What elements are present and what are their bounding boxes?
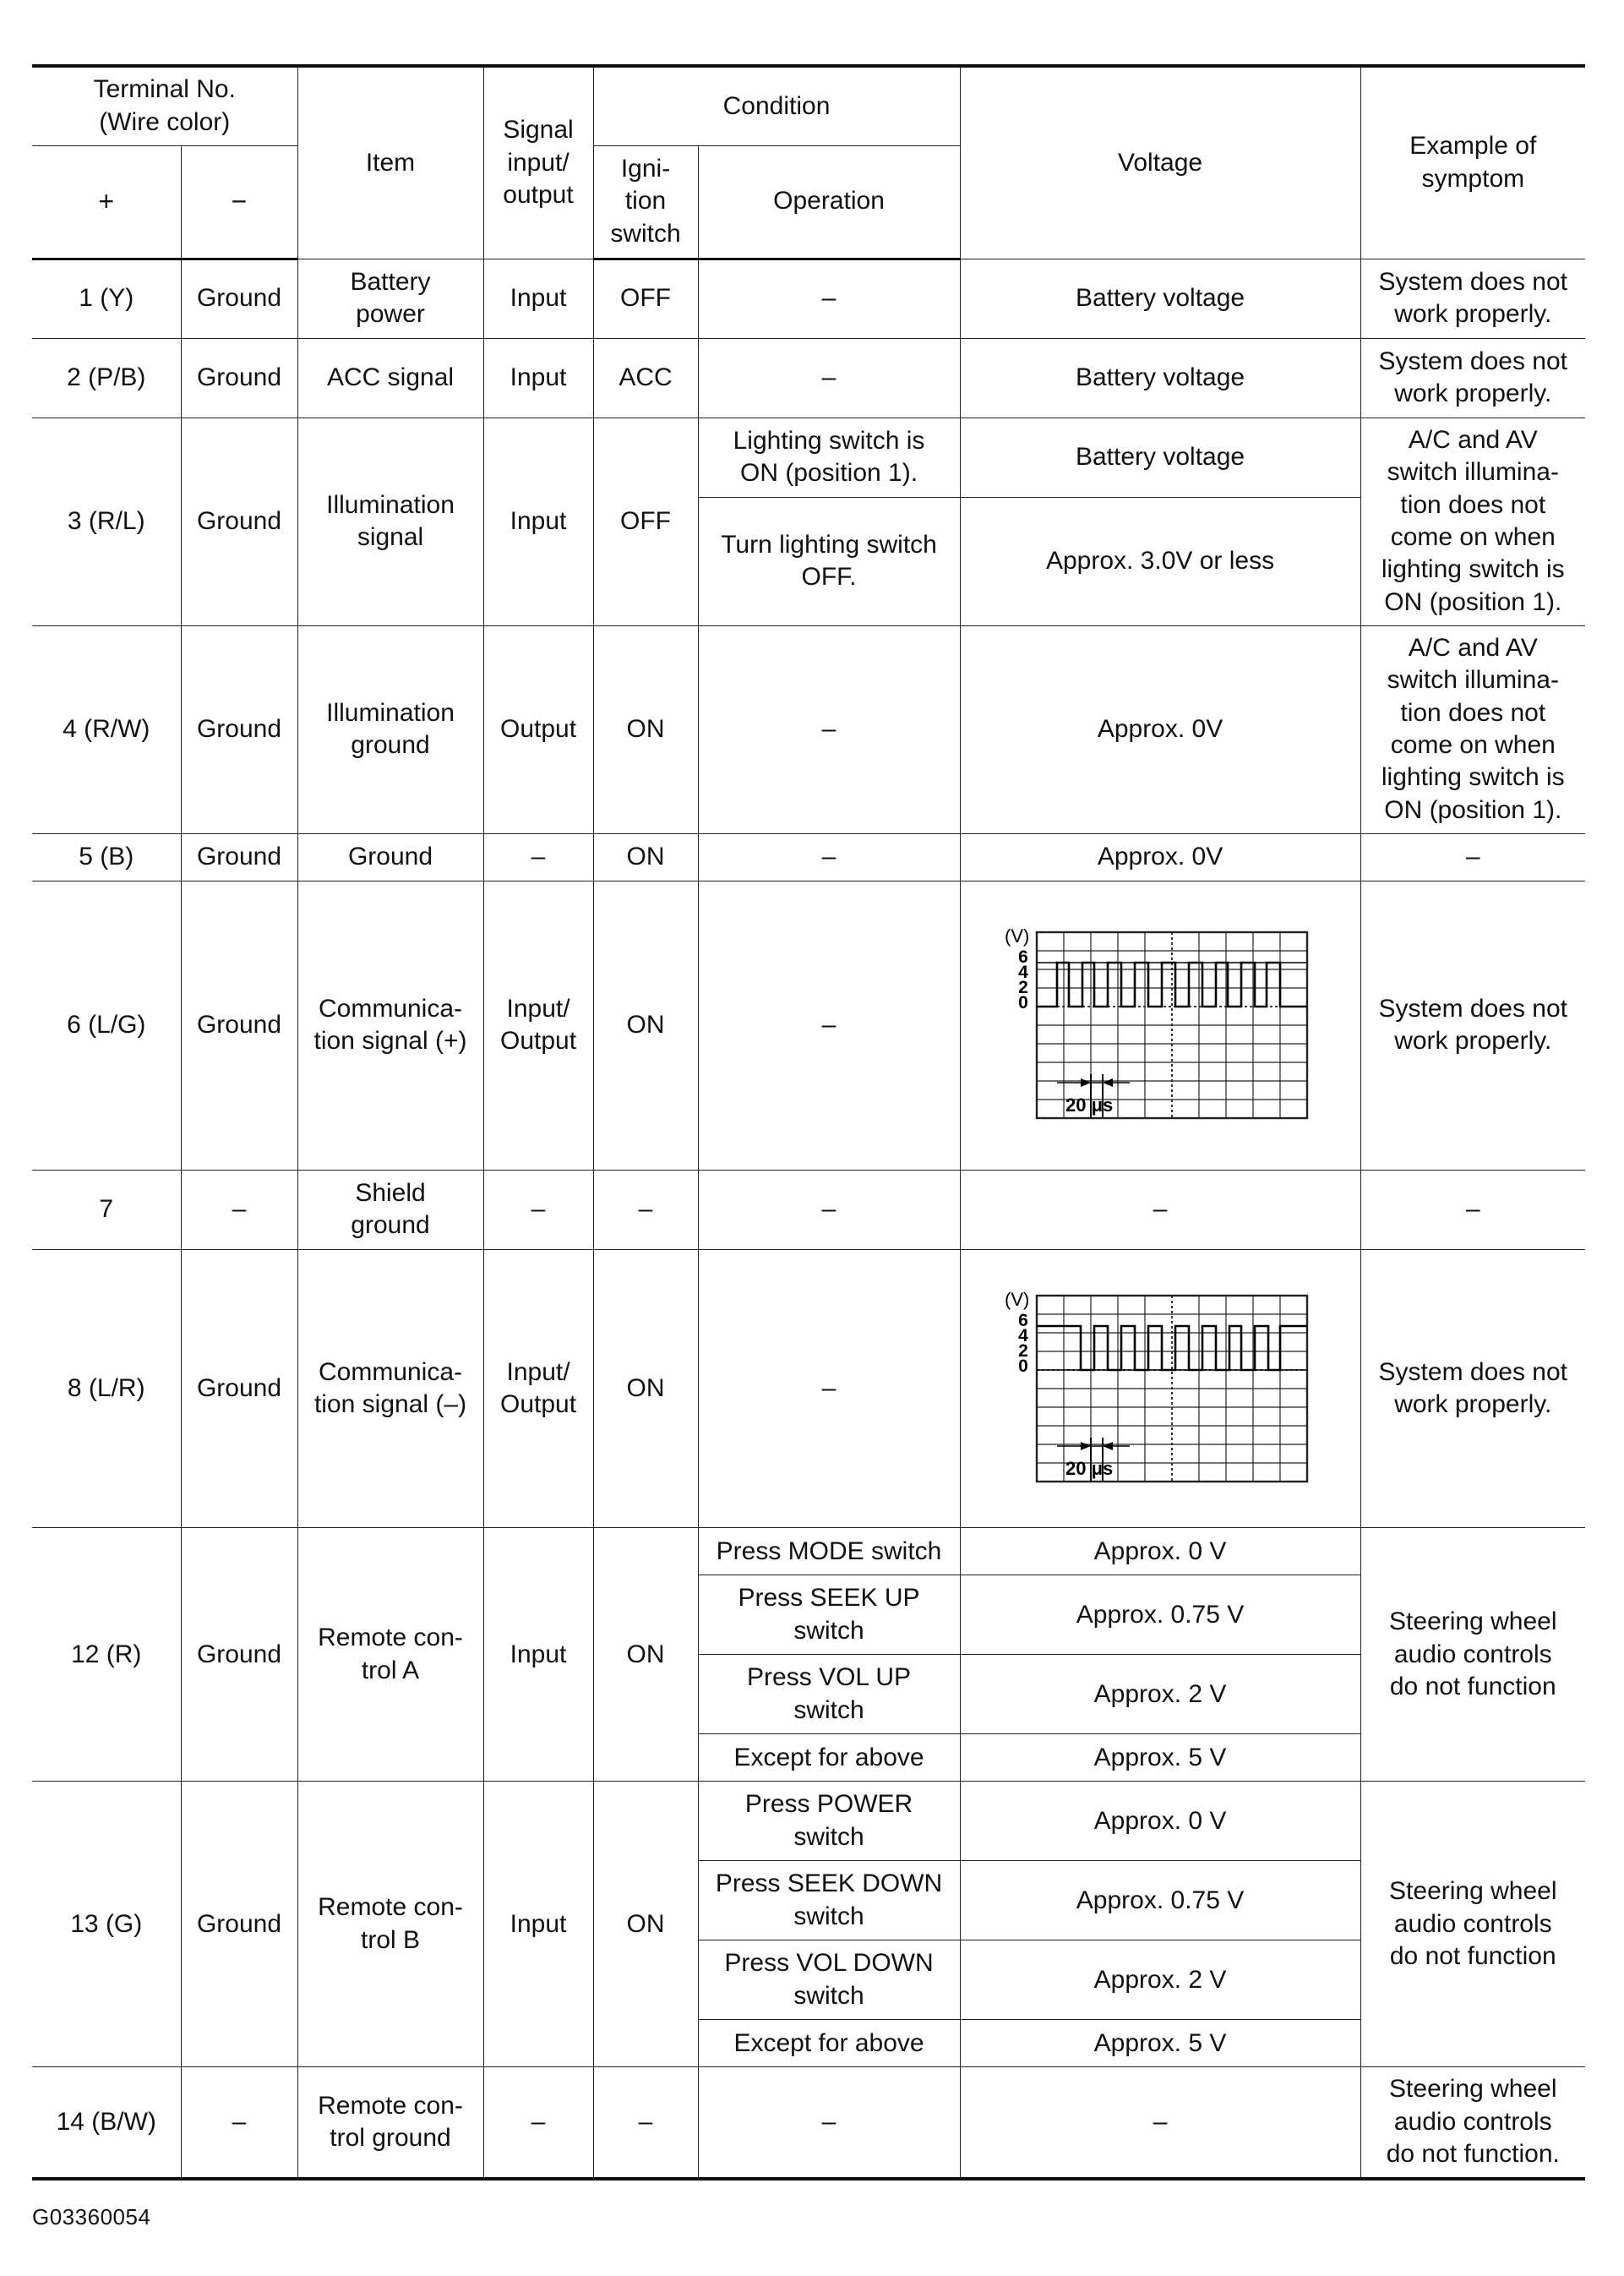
voltage: Battery voltage xyxy=(960,418,1360,497)
terminal-minus: – xyxy=(181,2067,297,2179)
voltage: Approx. 0V xyxy=(960,833,1360,881)
terminal-plus: 3 (R/L) xyxy=(32,418,181,625)
ignition: ON xyxy=(593,833,698,881)
table-row xyxy=(32,1528,1585,1575)
terminal-minus: Ground xyxy=(181,1528,297,1782)
scope-time-label: 20 μs xyxy=(1065,1094,1114,1116)
item: Shield ground xyxy=(297,1170,483,1249)
terminal-minus: Ground xyxy=(181,625,297,833)
header-row-1 xyxy=(32,66,1585,145)
scope-grid xyxy=(1037,932,1307,1118)
symptom: – xyxy=(1360,1170,1585,1249)
symptom: System does not work properly. xyxy=(1360,881,1585,1170)
table-row xyxy=(32,259,1585,338)
symptom: A/C and AV switch illumina- tion does not come on when lighting switch is ON (position 1). xyxy=(1360,418,1585,625)
table-row xyxy=(32,1249,1585,1528)
operation: – xyxy=(698,833,960,881)
header-example: Example of symptom xyxy=(1360,66,1585,259)
terminal-plus: 12 (R) xyxy=(32,1528,181,1782)
scope-arrow-right xyxy=(1081,1442,1091,1450)
terminal-minus: Ground xyxy=(181,338,297,418)
signal-io: Input xyxy=(483,418,593,625)
voltage: Approx. 5 V xyxy=(960,1734,1360,1782)
scope-time-label: 20 μs xyxy=(1065,1457,1114,1479)
scope-y-tick: 6 xyxy=(1018,1310,1028,1330)
terminal-plus: 6 (L/G) xyxy=(32,881,181,1170)
symptom: System does not work properly. xyxy=(1360,259,1585,338)
terminal-plus: 8 (L/R) xyxy=(32,1249,181,1528)
ignition: – xyxy=(593,1170,698,1249)
scope-grid xyxy=(1037,1296,1307,1482)
ignition: ON xyxy=(593,881,698,1170)
terminal-spec-page xyxy=(32,64,1585,2180)
item: Remote con- trol B xyxy=(297,1782,483,2067)
table-row xyxy=(32,1170,1585,1249)
ignition: ON xyxy=(593,1249,698,1528)
item: Battery power xyxy=(297,259,483,338)
operation: Press VOL UP switch xyxy=(698,1655,960,1734)
item: Illumination signal xyxy=(297,418,483,625)
table-row xyxy=(32,625,1585,833)
operation: Except for above xyxy=(698,2020,960,2067)
item: Communica- tion signal (–) xyxy=(297,1249,483,1528)
operation: – xyxy=(698,881,960,1170)
symptom: Steering wheel audio controls do not function xyxy=(1360,1528,1585,1782)
scope-y-tick: 0 xyxy=(1018,1356,1028,1376)
symptom: Steering wheel audio controls do not function. xyxy=(1360,2067,1585,2179)
operation: Press MODE switch xyxy=(698,1528,960,1575)
header-terminal-no: Terminal No. (Wire color) xyxy=(32,66,297,145)
scope-y-tick: 2 xyxy=(1018,1340,1028,1361)
scope-unit-label: (V) xyxy=(1005,925,1030,947)
header-condition: Condition xyxy=(593,66,960,145)
terminal-minus: Ground xyxy=(181,833,297,881)
scope-y-tick: 2 xyxy=(1018,978,1028,997)
terminal-spec-table xyxy=(32,64,1585,2180)
table-row xyxy=(32,833,1585,881)
terminal-minus: Ground xyxy=(181,1249,297,1528)
voltage: Battery voltage xyxy=(960,338,1360,418)
voltage-waveform-cell xyxy=(960,1249,1360,1528)
operation: – xyxy=(698,259,960,338)
signal-io: Input xyxy=(483,338,593,418)
voltage: Approx. 5 V xyxy=(960,2020,1360,2067)
terminal-minus: Ground xyxy=(181,259,297,338)
voltage-waveform-cell xyxy=(960,881,1360,1170)
ignition: ON xyxy=(593,625,698,833)
figure-code: G03360054 xyxy=(32,2204,151,2230)
terminal-minus: Ground xyxy=(181,881,297,1170)
voltage: Approx. 0 V xyxy=(960,1528,1360,1575)
terminal-minus: – xyxy=(181,1170,297,1249)
symptom: System does not work properly. xyxy=(1360,338,1585,418)
item: Remote con- trol ground xyxy=(297,2067,483,2179)
signal-io: – xyxy=(483,833,593,881)
voltage: Approx. 0V xyxy=(960,625,1360,833)
header-item: Item xyxy=(297,66,483,259)
terminal-plus: 4 (R/W) xyxy=(32,625,181,833)
item: Communica- tion signal (+) xyxy=(297,881,483,1170)
terminal-minus: Ground xyxy=(181,1782,297,2067)
operation: Press POWER switch xyxy=(698,1782,960,1861)
item: Remote con- trol A xyxy=(297,1528,483,1782)
signal-io: – xyxy=(483,2067,593,2179)
ignition: ON xyxy=(593,1528,698,1782)
symptom: A/C and AV switch illumina- tion does not come on when lighting switch is ON (position 1). xyxy=(1360,625,1585,833)
table-row xyxy=(32,2067,1585,2179)
operation: Press SEEK DOWN switch xyxy=(698,1861,960,1940)
operation: Press SEEK UP switch xyxy=(698,1575,960,1655)
signal-io: Input/ Output xyxy=(483,881,593,1170)
ignition: OFF xyxy=(593,259,698,338)
scope-arrow-left xyxy=(1103,1442,1113,1450)
table-row xyxy=(32,881,1585,1170)
header-voltage: Voltage xyxy=(960,66,1360,259)
scope-unit-label: (V) xyxy=(1005,1288,1030,1310)
signal-io: Input xyxy=(483,259,593,338)
symptom: System does not work properly. xyxy=(1360,1249,1585,1528)
terminal-plus: 1 (Y) xyxy=(32,259,181,338)
operation: Lighting switch is ON (position 1). xyxy=(698,418,960,497)
voltage: – xyxy=(960,1170,1360,1249)
voltage: Approx. 2 V xyxy=(960,1940,1360,2020)
terminal-plus: 14 (B/W) xyxy=(32,2067,181,2179)
symptom: – xyxy=(1360,833,1585,881)
terminal-plus: 7 xyxy=(32,1170,181,1249)
scope-arrow-left xyxy=(1103,1078,1113,1087)
oscilloscope-waveform-minus xyxy=(1003,1289,1317,1488)
operation: Except for above xyxy=(698,1734,960,1782)
scope-y-tick: 6 xyxy=(1018,947,1028,967)
operation: Turn lighting switch OFF. xyxy=(698,497,960,625)
header-signal-io: Signal input/ output xyxy=(483,66,593,259)
terminal-plus: 2 (P/B) xyxy=(32,338,181,418)
symptom: Steering wheel audio controls do not function xyxy=(1360,1782,1585,2067)
table-row xyxy=(32,418,1585,497)
item: Ground xyxy=(297,833,483,881)
voltage: Approx. 0.75 V xyxy=(960,1861,1360,1940)
signal-io: Input/ Output xyxy=(483,1249,593,1528)
ignition: – xyxy=(593,2067,698,2179)
ignition: ACC xyxy=(593,338,698,418)
header-ignition-switch: Igni- tion switch xyxy=(593,145,698,259)
ignition: OFF xyxy=(593,418,698,625)
signal-io: Output xyxy=(483,625,593,833)
header-operation: Operation xyxy=(698,145,960,259)
terminal-plus: 5 (B) xyxy=(32,833,181,881)
terminal-minus: Ground xyxy=(181,418,297,625)
signal-io: Input xyxy=(483,1782,593,2067)
operation: – xyxy=(698,625,960,833)
oscilloscope-waveform-plus xyxy=(1003,925,1317,1125)
ignition: ON xyxy=(593,1782,698,2067)
voltage: Approx. 2 V xyxy=(960,1655,1360,1734)
operation: – xyxy=(698,1249,960,1528)
operation: – xyxy=(698,1170,960,1249)
operation: – xyxy=(698,338,960,418)
voltage: Approx. 3.0V or less xyxy=(960,497,1360,625)
voltage: Battery voltage xyxy=(960,259,1360,338)
scope-y-tick: 0 xyxy=(1018,993,1028,1012)
voltage: Approx. 0 V xyxy=(960,1782,1360,1861)
operation: – xyxy=(698,2067,960,2179)
terminal-plus: 13 (G) xyxy=(32,1782,181,2067)
signal-io: Input xyxy=(483,1528,593,1782)
header-plus: + xyxy=(32,145,181,259)
table-row xyxy=(32,338,1585,418)
item: ACC signal xyxy=(297,338,483,418)
item: Illumination ground xyxy=(297,625,483,833)
voltage: Approx. 0.75 V xyxy=(960,1575,1360,1655)
signal-io: – xyxy=(483,1170,593,1249)
operation: Press VOL DOWN switch xyxy=(698,1940,960,2020)
voltage: – xyxy=(960,2067,1360,2179)
header-minus: − xyxy=(181,145,297,259)
scope-y-tick: 4 xyxy=(1018,963,1028,982)
scope-y-tick: 4 xyxy=(1018,1325,1028,1345)
table-row xyxy=(32,1782,1585,1861)
scope-arrow-right xyxy=(1081,1078,1091,1087)
